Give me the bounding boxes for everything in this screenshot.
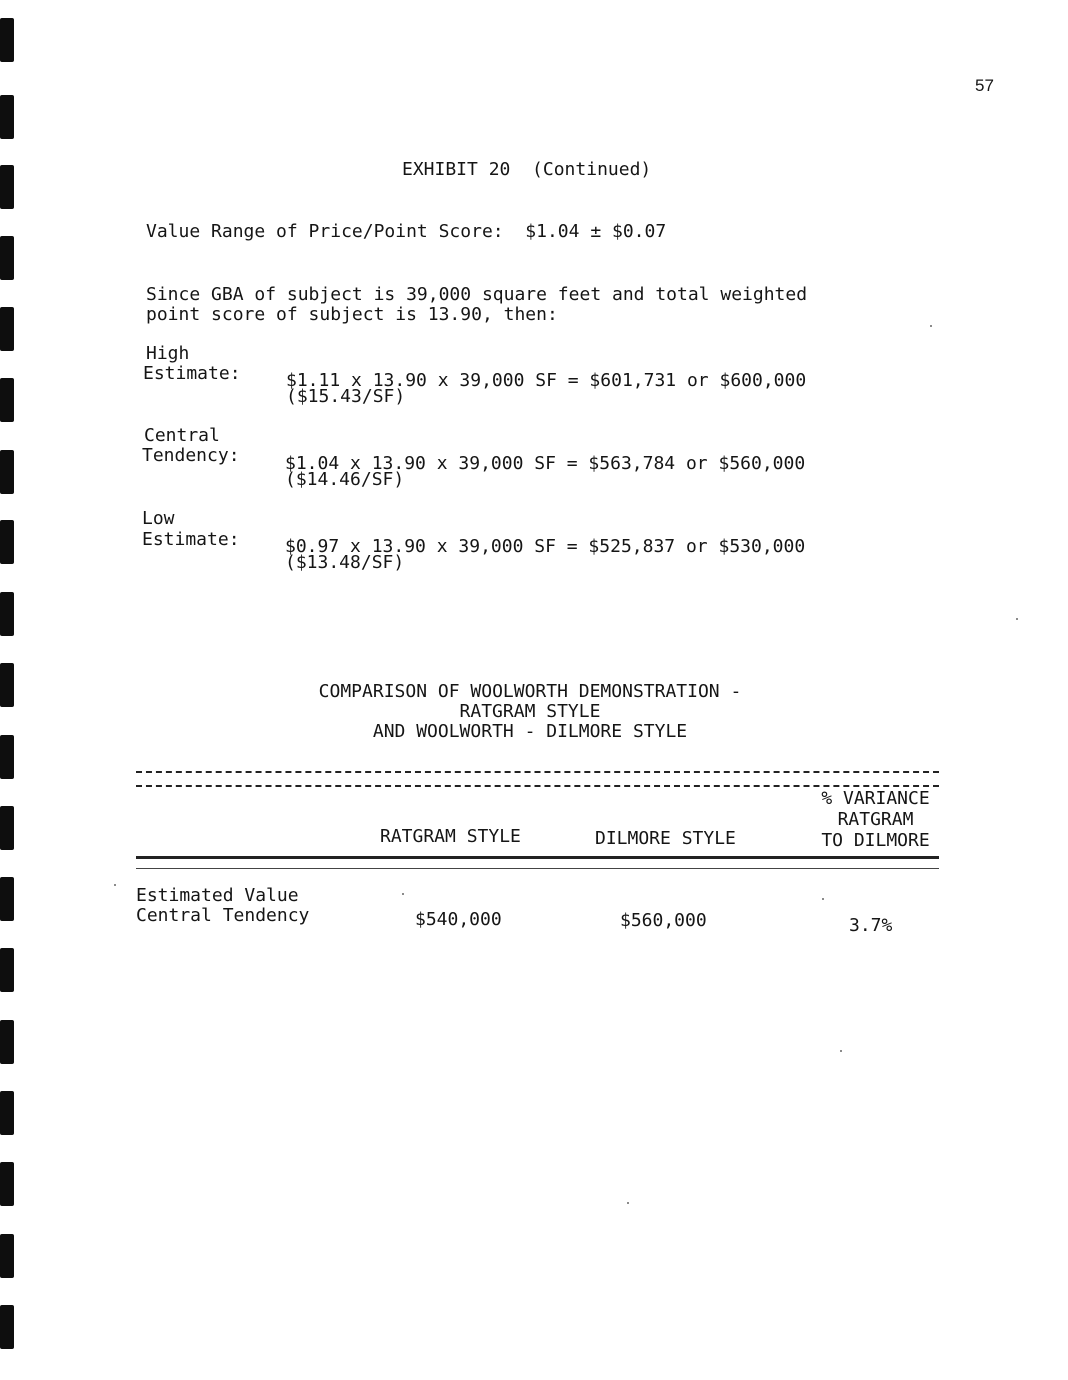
binder-hole [0,806,14,850]
gba-statement-line2: point score of subject is 13.90, then: [146,304,558,325]
binder-hole [0,236,14,280]
binder-hole [0,1234,14,1278]
scan-speck [840,1050,842,1052]
estimate-label: Central [144,425,220,446]
header-ratgram: RATGRAM STYLE [380,826,521,847]
header-dilmore: DILMORE STYLE [595,828,736,849]
table-row-label: Central Tendency [136,905,310,926]
scan-speck [1016,618,1018,620]
scan-speck [822,898,824,900]
binder-hole [0,735,14,779]
binder-hole [0,1305,14,1349]
binder-hole [0,1020,14,1064]
scan-speck [402,893,404,895]
header-variance: % VARIANCE [821,788,930,809]
value-range: Value Range of Price/Point Score: $1.04 ± $0.07 [146,221,667,242]
binder-hole [0,663,14,707]
estimate-label: Estimate: [143,363,241,384]
scan-speck [627,1202,629,1204]
binder-hole [0,165,14,209]
binder-hole [0,1162,14,1206]
binder-hole [0,18,14,62]
scan-speck [114,884,116,886]
estimate-per-sf: ($15.43/SF) [286,386,406,407]
binder-hole [0,948,14,992]
table-top-rule [136,771,939,787]
binder-hole [0,95,14,139]
binder-hole [0,877,14,921]
estimate-calculation: $1.11 x 13.90 x 39,000 SF = $601,731 or $600,000 [286,370,807,391]
estimate-label: High [146,343,190,364]
estimate-label: Tendency: [142,445,240,466]
cell-ratgram-value: $540,000 [415,909,502,930]
estimate-per-sf: ($13.48/SF) [285,552,405,573]
header-variance: TO DILMORE [821,830,930,851]
binder-hole [0,1091,14,1135]
binder-hole [0,450,14,494]
estimate-calculation: $0.97 x 13.90 x 39,000 SF = $525,837 or $530,000 [285,536,806,557]
table-header-rule-thin [136,868,939,869]
estimate-calculation: $1.04 x 13.90 x 39,000 SF = $563,784 or $560,000 [285,453,806,474]
estimate-per-sf: ($14.46/SF) [285,469,405,490]
cell-dilmore-value: $560,000 [620,910,707,931]
estimate-label: Estimate: [142,529,240,550]
binder-hole [0,592,14,636]
table-header-rule [136,856,939,859]
cell-variance-value: 3.7% [849,915,893,936]
gba-statement-line1: Since GBA of subject is 39,000 square feet and total weighted [146,284,808,305]
header-variance: RATGRAM [837,809,914,830]
binder-hole [0,307,14,351]
comparison-title-line3: AND WOOLWORTH - DILMORE STYLE [372,721,688,742]
estimate-label: Low [142,508,175,529]
table-row-label: Estimated Value [136,885,299,906]
comparison-title-line1: COMPARISON OF WOOLWORTH DEMONSTRATION - [318,681,742,702]
comparison-title-line2: RATGRAM STYLE [459,701,601,722]
scan-speck [930,325,932,327]
exhibit-title: EXHIBIT 20 (Continued) [402,159,652,180]
binder-hole [0,378,14,422]
binder-hole [0,520,14,564]
page-number: 57 [975,76,994,95]
